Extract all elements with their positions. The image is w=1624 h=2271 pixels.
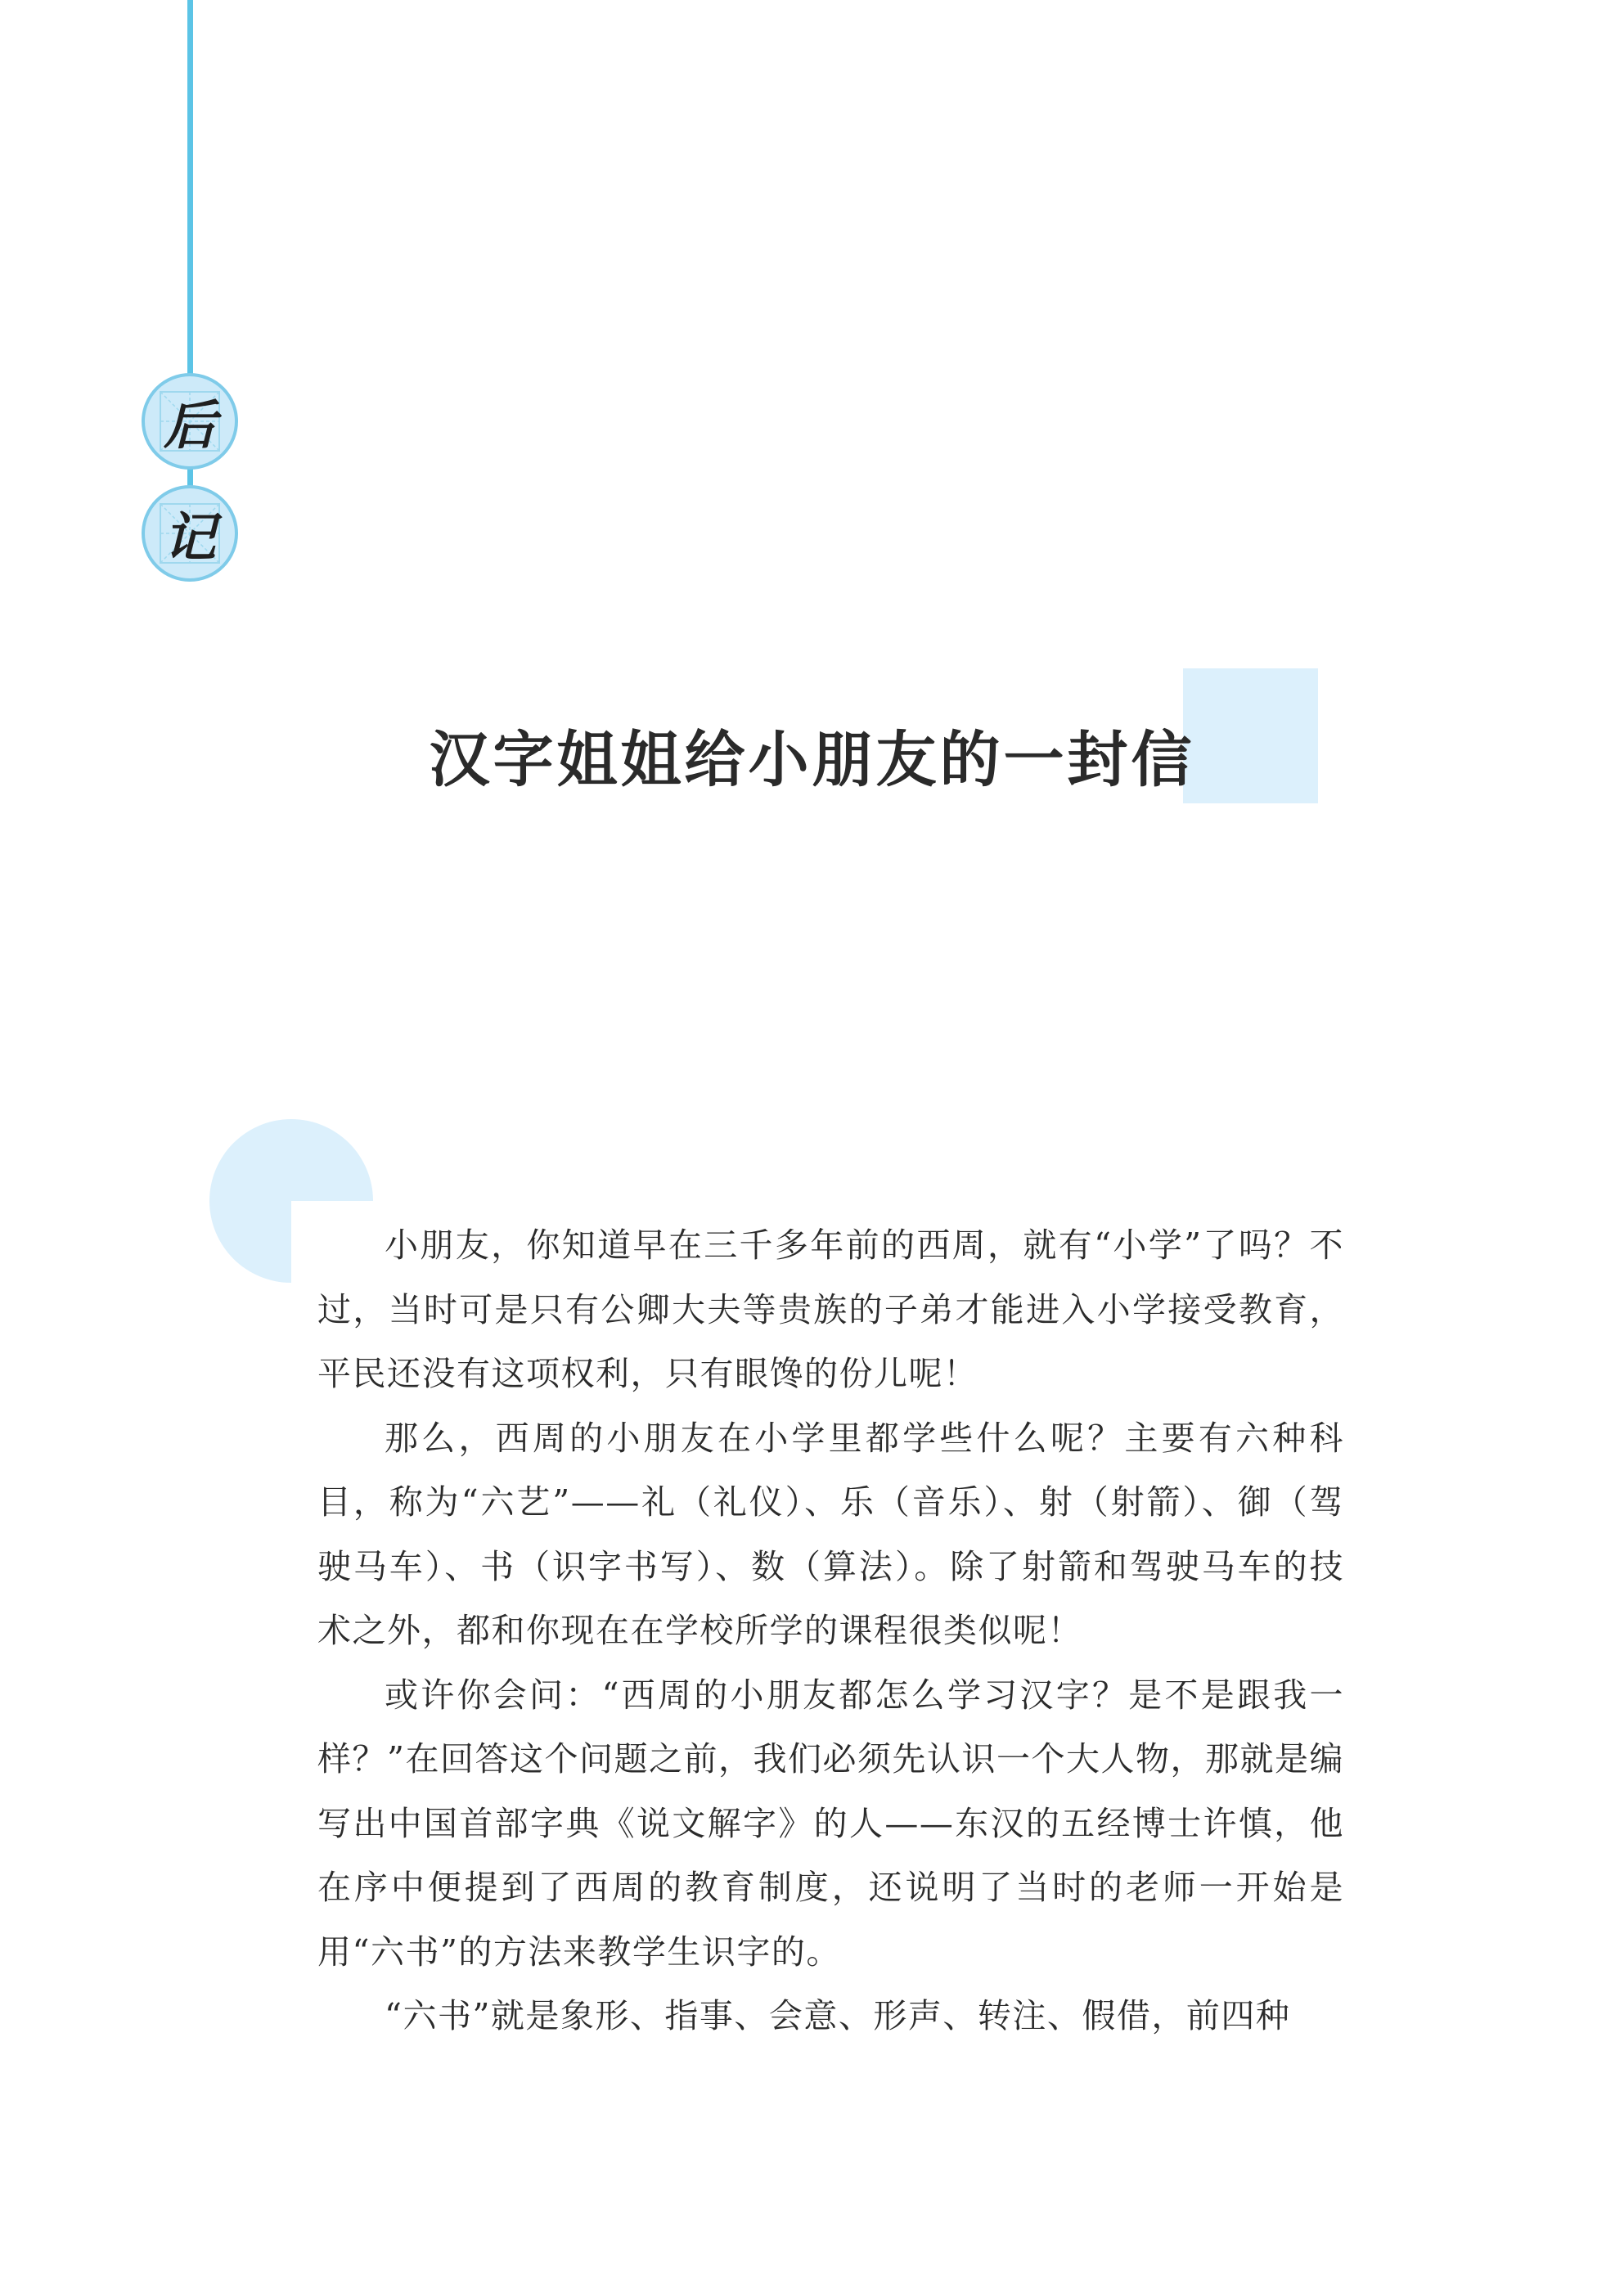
letter-body bbox=[317, 1213, 1344, 2048]
paragraph-2: 那么，西周的小朋友在小学里都学些什么呢？主要有六种科目，称为“六艺”——礼（礼仪）、乐（音乐）、射（射箭）、御（驾驶马车）、书（识字书写）、数（算法）。除了射箭和驾驶马车的技术之外，都和你现在在学校所学的课程很类似呢！ bbox=[317, 1418, 1344, 1650]
paragraph-4: “六书”就是象形、指事、会意、形声、转注、假借，前四种 bbox=[385, 1996, 1291, 2035]
side-label-char-1: 后 bbox=[164, 395, 216, 456]
paragraph-3: 或许你会问：“西周的小朋友都怎么学习汉字？是不是跟我一样？”在回答这个问题之前，我们必须先认识一个大人物，那就是编写出中国首部字典《说文解字》的人——东汉的五经博士许慎，他在序中便提到了西周的教育制度，还说明了当时的老师一开始是用“六书”的方法来教学生识字的。 bbox=[317, 1675, 1344, 1972]
side-label-badge-2 bbox=[141, 484, 239, 582]
side-label-char-2: 记 bbox=[164, 507, 216, 569]
paragraph-1: 小朋友，你知道早在三千多年前的西周，就有“小学”了吗？不过，当时可是只有公卿大夫等贵族的子弟才能进入小学接受教育，平民还没有这项权利，只有眼馋的份儿呢！ bbox=[317, 1225, 1344, 1393]
page-title: 汉字姐姐给小朋友的一封信 bbox=[429, 725, 1195, 795]
side-label-badge-1 bbox=[141, 372, 239, 470]
